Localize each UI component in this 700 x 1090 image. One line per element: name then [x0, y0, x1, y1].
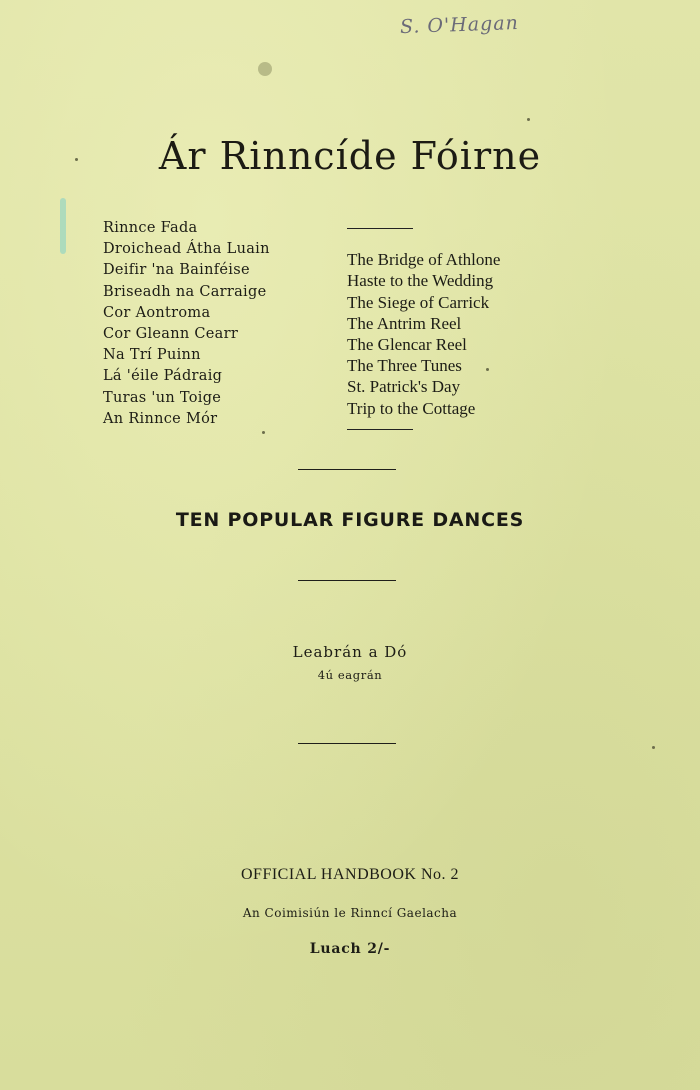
irish-dance-name: An Rinnce Mór [103, 410, 218, 427]
edition-number: 4ú eagrán [317, 668, 383, 682]
english-dance-name: The Siege of Carrick [347, 292, 490, 312]
cover-title: Ár Rinncíde Fóirne [158, 134, 542, 178]
english-dance-name: The Glencar Reel [347, 334, 467, 354]
paper-speck [262, 431, 265, 434]
divider-rule [298, 580, 396, 581]
punch-hole [258, 62, 272, 76]
irish-dance-name: Lá 'éile Pádraig [103, 368, 223, 385]
irish-dance-name: Turas 'un Toige [103, 389, 222, 406]
irish-dance-name: Na Trí Puinn [103, 347, 201, 364]
paper-speck [652, 746, 655, 749]
subtitle: TEN POPULAR FIGURE DANCES [175, 509, 525, 531]
english-dance-name: The Bridge of Athlone [347, 250, 501, 270]
english-dance-name: Trip to the Cottage [347, 398, 476, 418]
english-dance-placeholder [347, 228, 587, 249]
price-label: Luach 2/- [309, 941, 391, 957]
paper-speck [527, 118, 530, 121]
english-dance-name: St. Patrick's Day [347, 377, 461, 397]
divider-rule [298, 469, 396, 470]
paper-speck [75, 158, 78, 161]
irish-dance-list [103, 218, 323, 430]
dash-line [347, 228, 413, 229]
english-dance-name: Haste to the Wedding [347, 271, 494, 291]
irish-dance-name: Rinnce Fada [103, 220, 198, 236]
english-dance-name: The Three Tunes [347, 356, 462, 376]
handbook-label: OFFICIAL HANDBOOK No. 2 [240, 866, 460, 883]
english-dance-name: The Antrim Reel [347, 313, 462, 333]
irish-dance-name: Deifir 'na Bainféise [103, 262, 250, 279]
irish-dance-name: Droichead Átha Luain [103, 241, 270, 258]
divider-rule [298, 743, 396, 744]
irish-dance-name: Briseadh na Carraige [103, 283, 267, 300]
booklet-number: Leabrán a Dó [292, 643, 408, 661]
english-dance-list [347, 218, 587, 450]
irish-dance-name: Cor Gleann Cearr [103, 325, 239, 342]
paper-speck [486, 368, 489, 371]
dash-line [347, 429, 413, 430]
ink-stain [60, 198, 66, 254]
english-dance-placeholder [347, 429, 587, 450]
irish-dance-name: Cor Aontroma [103, 304, 211, 321]
handwritten-signature: S. O'Hagan [399, 11, 520, 39]
publisher-name: An Coimisiún le Rinncí Gaelacha [242, 906, 458, 920]
